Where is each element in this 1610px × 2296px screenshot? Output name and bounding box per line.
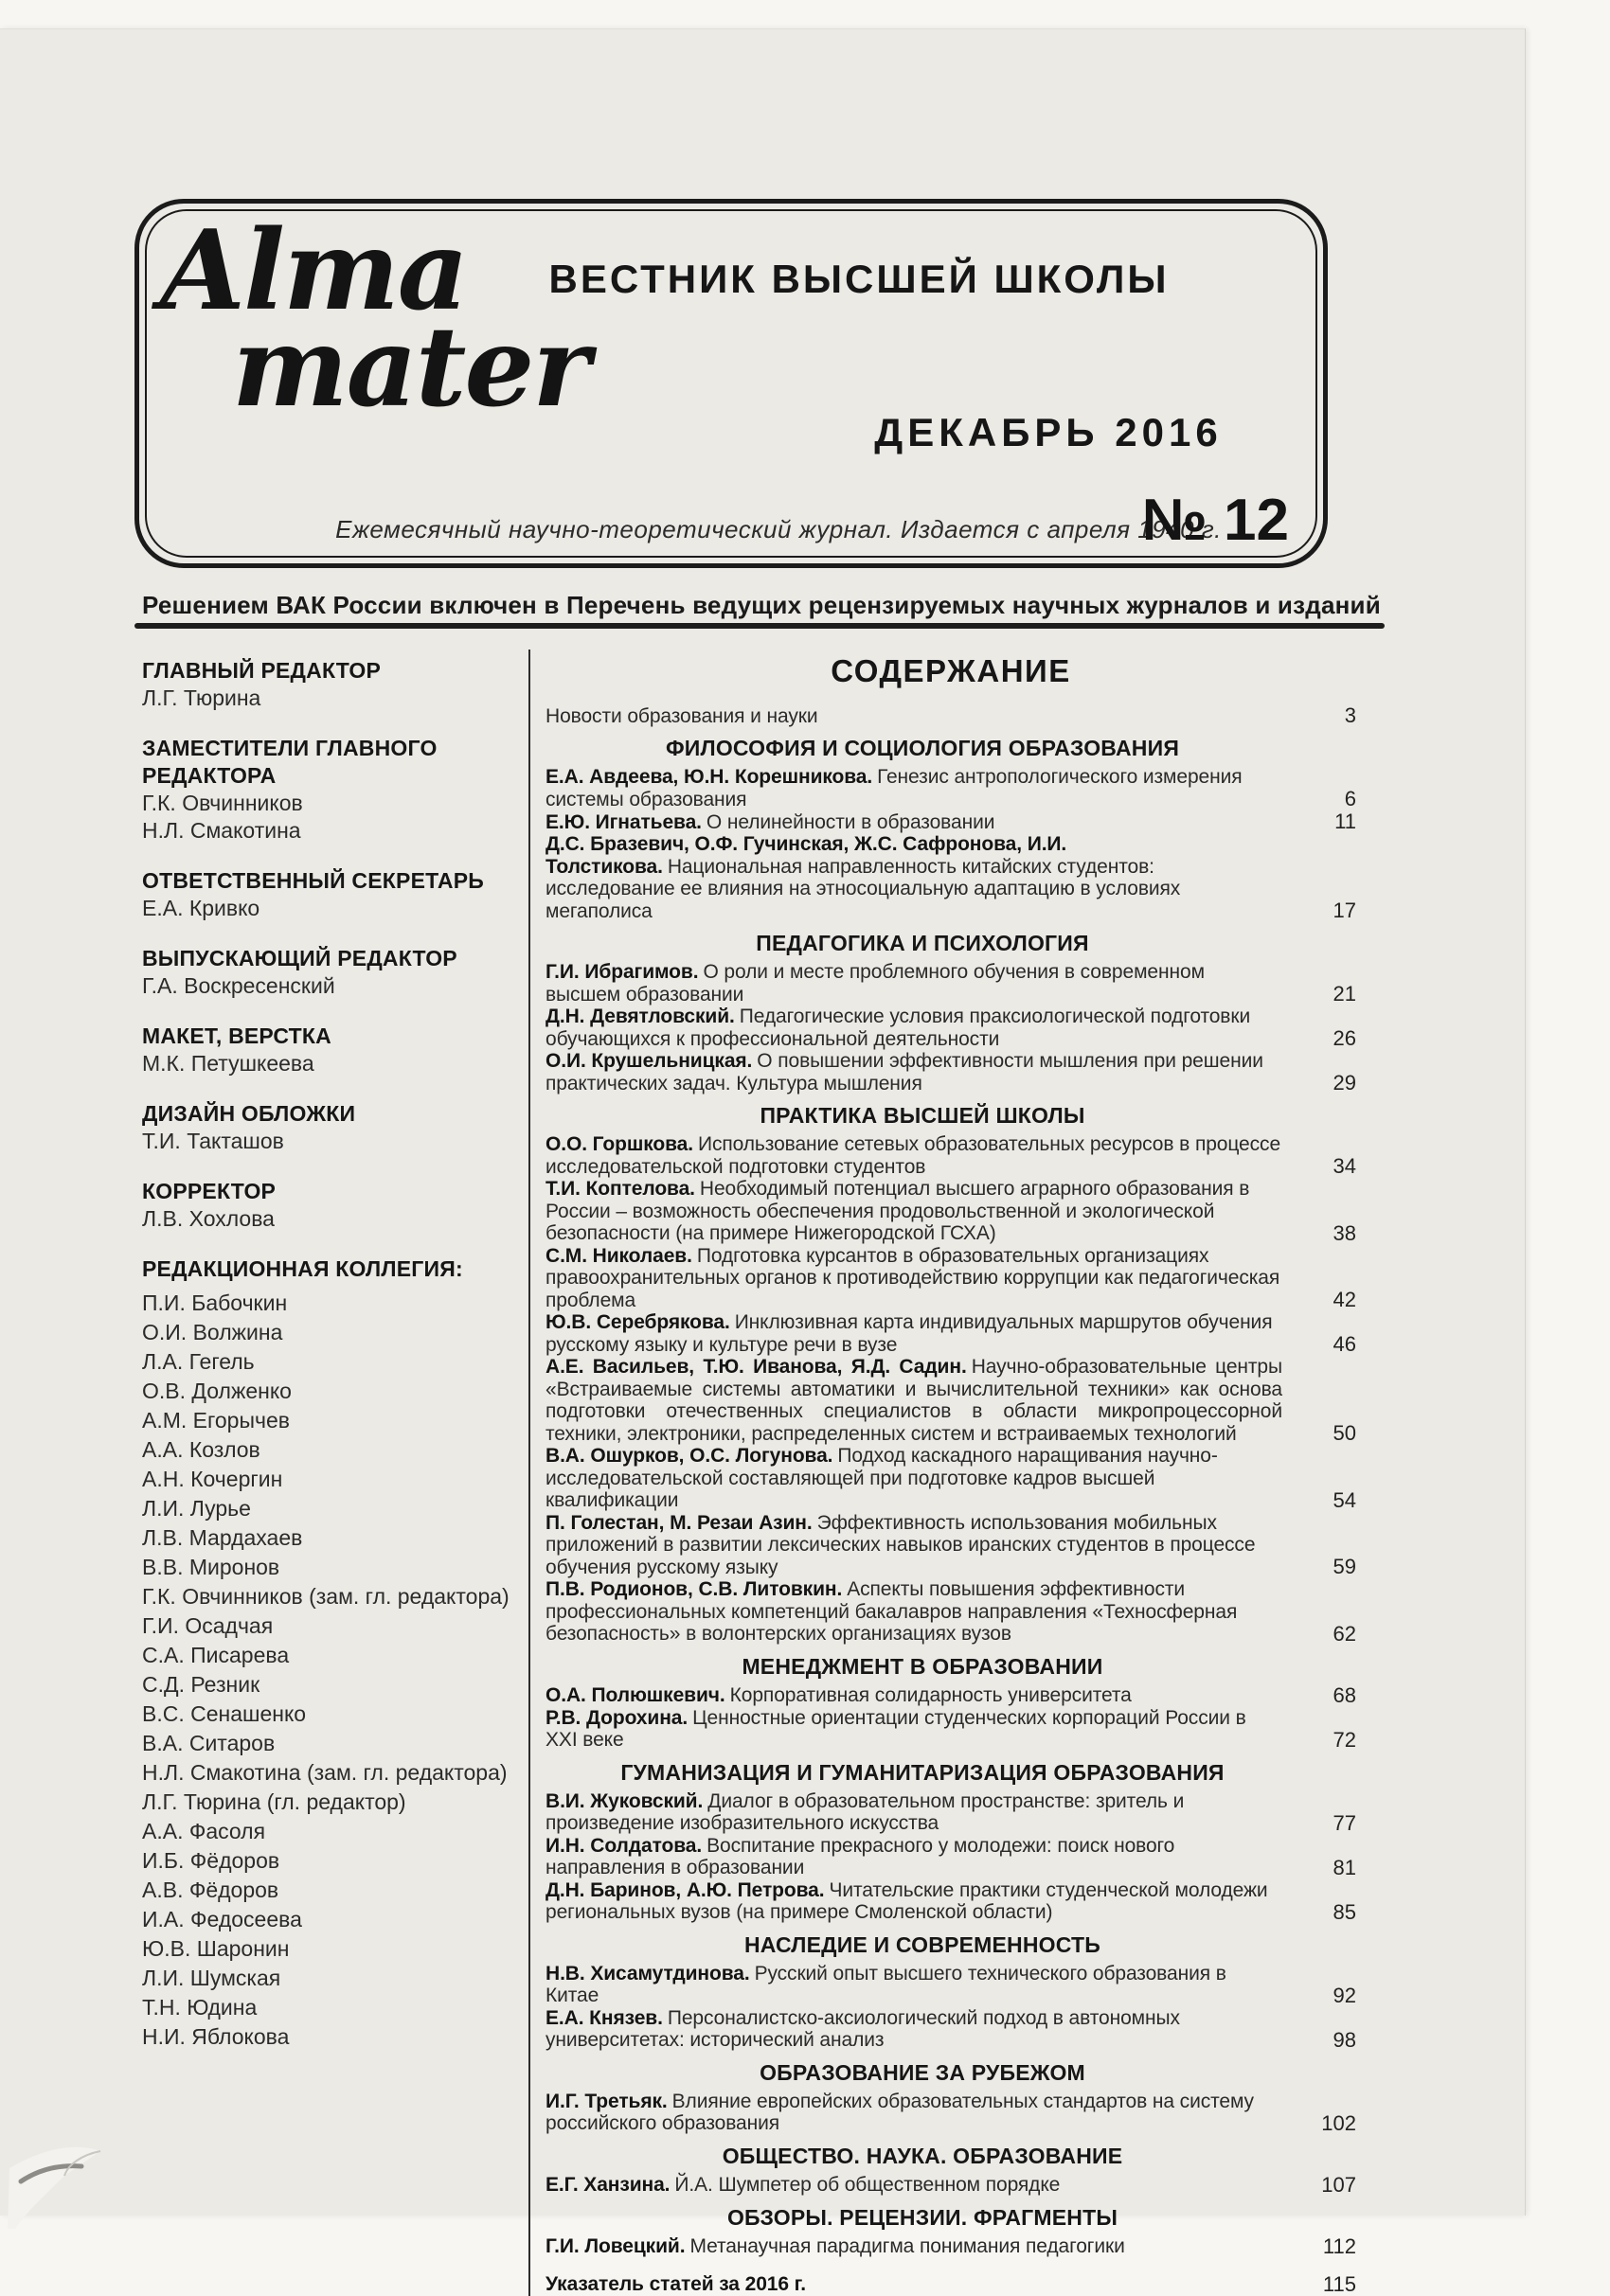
toc-entry-authors: Е.А. Князев. [546, 2006, 663, 2029]
toc-entry-title: Новости образования и науки [546, 704, 818, 727]
toc-entry-page: 34 [1333, 1154, 1356, 1178]
toc-entry-authors: Е.А. Авдеева, Ю.Н. Корешникова. [546, 766, 873, 788]
role-names [142, 1128, 519, 1155]
board-member-name: Л.И. Лурье [142, 1496, 251, 1521]
toc-entry-authors: Н.В. Хисамутдинова. [546, 1962, 750, 1985]
board-member-name: Л.В. Мардахаев [142, 1525, 303, 1550]
toc-entry-page: 21 [1333, 982, 1356, 1006]
board-member-name: В.С. Сенашенко [142, 1701, 307, 1726]
toc-entry-authors: А.Е. Васильев, Т.Ю. Иванова, Я.Д. Садин. [546, 1356, 967, 1378]
editorial-board-names [142, 1289, 519, 2052]
toc-entry [546, 2007, 1356, 2052]
role-label: ВЫПУСКАЮЩИЙ РЕДАКТОР [142, 946, 457, 970]
toc-entry-page: 6 [1344, 787, 1356, 810]
toc-entry-text [546, 811, 1301, 834]
board-member-name: Г.И. Осадчая [142, 1613, 274, 1638]
logo-line-1: Alma [160, 206, 467, 335]
toc-entry-authors: Ю.В. Серебрякова. [546, 1311, 730, 1333]
toc-entry-page: 102 [1321, 2110, 1356, 2135]
toc-entry-page: 29 [1333, 1071, 1356, 1095]
toc-entry [546, 1578, 1356, 1646]
logo-line-2: mater [232, 303, 589, 432]
toc-entry [546, 1707, 1356, 1752]
board-member-name: О.И. Волжина [142, 1320, 283, 1344]
toc-entry-text [546, 1445, 1301, 1512]
toc-entry-title: О повышении эффективности мышления при решении практических задач. Культура мышления [546, 1050, 1263, 1095]
board-member-name: С.А. Писарева [142, 1643, 290, 1667]
toc-entry-page: 81 [1333, 1855, 1356, 1879]
toc-section-header: МЕНЕДЖМЕНТ В ОБРАЗОВАНИИ [742, 1653, 1103, 1679]
role-label: КОРРЕКТОР [142, 1179, 277, 1203]
editorial-column [142, 650, 519, 2296]
board-member-name: А.А. Козлов [142, 1437, 260, 1462]
toc-entry-title: Подготовка курсантов в образовательных организациях правоохранительных органов к противодействию коррупции как педагогическая проблема [546, 1244, 1280, 1311]
toc-entry-text [546, 2007, 1301, 2052]
toc-entry-text [546, 2273, 1301, 2296]
toc-entry [546, 1311, 1356, 1356]
toc-entry-authors: О.И. Крушельницкая. [546, 1050, 753, 1072]
role-names [142, 895, 519, 922]
toc-entry-page: 107 [1321, 2172, 1356, 2197]
toc-section-header: ОБЗОРЫ. РЕЦЕНЗИИ. ФРАГМЕНТЫ [726, 2204, 1118, 2230]
toc-entry [546, 1790, 1356, 1835]
toc-entry-title: Педагогические условия праксиологической подготовки обучающихся к профессиональной деятельности [546, 1006, 1251, 1050]
toc-entry-text [546, 1133, 1301, 1178]
board-member-name: Ю.В. Шаронин [142, 1936, 290, 1961]
toc-entry-title: О роли и месте проблемного обучения в современном высшем образовании [546, 961, 1205, 1006]
toc-entry-page: 54 [1333, 1487, 1356, 1512]
board-member-name: О.В. Долженко [142, 1379, 292, 1403]
toc-entry-text [546, 1684, 1301, 1707]
toc-entry-title: Использование сетевых образовательных ресурсов в процессе исследовательской подготовки студентов [546, 1133, 1281, 1178]
role-name: Н.Л. Смакотина [142, 818, 301, 843]
journal-title-page [0, 28, 1526, 2296]
toc-entry-text [546, 1879, 1301, 1924]
role-label: МАКЕТ, ВЕРСТКА [142, 1023, 331, 1048]
content-columns [142, 650, 1356, 2296]
toc-entry [546, 1050, 1356, 1095]
toc-section-header: ПЕДАГОГИКА И ПСИХОЛОГИЯ [756, 931, 1089, 955]
toc-entry-text [546, 705, 1301, 728]
toc-section-header: ГУМАНИЗАЦИЯ И ГУМАНИТАРИЗАЦИЯ ОБРАЗОВАНИЯ [620, 1759, 1225, 1785]
toc-entry-page: 112 [1322, 2234, 1356, 2258]
role-names [142, 790, 519, 845]
toc-entry-authors: Е.Г. Ханзина. [546, 2174, 671, 2196]
toc-entry-page: 38 [1333, 1220, 1356, 1245]
toc-entry-authors: Д.Н. Девятловский. [546, 1006, 735, 1027]
toc-entry [546, 1133, 1356, 1178]
toc-entry-authors: П. Голестан, М. Резаи Азин. [546, 1511, 813, 1534]
toc-entry-text [546, 1050, 1301, 1095]
role-names [142, 1205, 519, 1233]
toc-entry-text [546, 2091, 1301, 2135]
masthead-box [134, 199, 1328, 568]
role-block-chief-editor [142, 657, 519, 712]
toc-entry-page: 59 [1333, 1555, 1356, 1578]
toc-entry [546, 1245, 1356, 1312]
toc-section-header: ПРАКТИКА ВЫСШЕЙ ШКОЛЫ [760, 1103, 1085, 1128]
toc-entry-text [546, 1578, 1301, 1646]
toc-entry-page: 11 [1334, 810, 1356, 833]
toc-entry-page: 50 [1333, 1421, 1356, 1445]
toc-entry-authors: Г.И. Ибрагимов. [546, 961, 699, 983]
toc-entry-authors: И.Н. Солдатова. [546, 1834, 703, 1857]
header-rule [134, 623, 1385, 629]
toc-entry-authors: Г.И. Ловецкий. [546, 2235, 686, 2257]
toc-entry [546, 766, 1356, 810]
toc-entry-text [546, 766, 1301, 810]
toc-entry-page: 42 [1333, 1288, 1356, 1311]
toc-entry-title: Научно-образовательные центры «Встраиваемые системы автоматики и вычислительной техники» как основа подготовки отечественных специалистов в области микропроцессорной техники, электроники, распределенных систем и встраиваемых технологий [546, 1356, 1282, 1445]
editorial-board-label: РЕДАКЦИОННАЯ КОЛЛЕГИЯ: [142, 1256, 463, 1281]
toc-entry-title: Необходимый потенциал высшего аграрного образования в России – возможность обеспечения продовольственной и экологической безопасности (на примере Нижегородской ГСХА) [546, 1178, 1250, 1244]
toc-entry [546, 961, 1356, 1006]
toc-entry [546, 1178, 1356, 1245]
toc-heading: СОДЕРЖАНИЕ [831, 653, 1071, 688]
role-label: ДИЗАЙН ОБЛОЖКИ [142, 1101, 356, 1126]
toc-section-header: ФИЛОСОФИЯ И СОЦИОЛОГИЯ ОБРАЗОВАНИЯ [665, 736, 1180, 760]
role-names [142, 1050, 519, 1077]
toc-entry-title: Диалог в образовательном пространстве: зритель и произведение изобразительного искусства [546, 1789, 1185, 1834]
toc-entry-authors: В.А. Ошурков, О.С. Логунова. [546, 1445, 833, 1467]
board-member-name: А.А. Фасоля [142, 1819, 266, 1843]
table-of-contents [546, 650, 1356, 2296]
toc-entry [546, 2091, 1356, 2135]
board-member-name: Л.А. Гегель [142, 1349, 255, 1374]
toc-entry-title: Аспекты повышения эффективности профессиональных компетенций бакалавров направления «Техносферная безопасность» в волонтерских организациях вузов [546, 1578, 1238, 1645]
page-tear-decoration [6, 2123, 138, 2232]
toc-entry [546, 2235, 1356, 2258]
toc-entry-text [546, 1835, 1301, 1879]
toc-entry-text [546, 1311, 1301, 1356]
toc-entry [546, 2273, 1356, 2296]
toc-entry [546, 1684, 1356, 1707]
role-block-deputy-editors [142, 735, 519, 845]
board-member-name: А.М. Егорычев [142, 1408, 291, 1433]
toc-section-header: ОБРАЗОВАНИЕ ЗА РУБЕЖОМ [760, 2059, 1085, 2085]
toc-entry-authors: С.М. Николаев. [546, 1244, 692, 1267]
toc-entry-text [546, 1245, 1301, 1312]
toc-entry-page: 98 [1333, 2027, 1356, 2052]
role-names [142, 685, 519, 712]
toc-entry-authors: О.О. Горшкова. [546, 1133, 693, 1155]
toc-entry-authors: В.И. Жуковский. [546, 1789, 704, 1812]
toc-entry-title: Генезис антропологического измерения системы образования [546, 766, 1243, 810]
role-name: Е.А. Кривко [142, 896, 260, 920]
toc-entry-title: Читательские практики студенческой молодежи региональных вузов (на примере Смоленской области) [546, 1878, 1268, 1923]
role-block-executive-secretary [142, 867, 519, 922]
toc-entry-title: Влияние европейских образовательных стандартов на систему российского образования [546, 2090, 1254, 2134]
toc-list [546, 704, 1356, 2296]
board-member-name: Н.Л. Смакотина (зам. гл. редактора) [142, 1760, 508, 1785]
toc-entry-text [546, 1178, 1301, 1245]
board-member-name: В.В. Миронов [142, 1555, 280, 1579]
toc-entry-page: 72 [1333, 1727, 1356, 1752]
toc-entry-title: Русский опыт высшего технического образования в Китае [546, 1962, 1226, 2006]
toc-entry-title: Метанаучная парадигма понимания педагогики [689, 2235, 1125, 2257]
board-member-name: А.Н. Кочергин [142, 1467, 283, 1491]
toc-entry-authors: Е.Ю. Игнатьева. [546, 810, 702, 833]
toc-section-header: НАСЛЕДИЕ И СОВРЕМЕННОСТЬ [744, 1931, 1100, 1957]
toc-entry-authors: О.А. Полюшкевич. [546, 1684, 725, 1706]
toc-entry-page: 26 [1333, 1026, 1356, 1050]
toc-entry-text [546, 961, 1301, 1006]
role-block-cover-design [142, 1100, 519, 1155]
toc-entry-page: 68 [1333, 1682, 1356, 1707]
journal-subtitle: Ежемесячный научно-теоретический журнал. Издается с апреля 1940 г. [335, 515, 1222, 543]
toc-entry-title: Персоналистско-аксиологический подход в автономных университетах: исторический анализ [546, 2006, 1180, 2051]
toc-entry-page: 3 [1344, 703, 1356, 727]
toc-entry [546, 704, 1356, 727]
toc-entry-title: Ценностные ориентации студенческих корпораций России в XXI веке [546, 1706, 1246, 1751]
board-member-name: И.А. Федосеева [142, 1907, 302, 1931]
board-member-name: А.В. Фёдоров [142, 1878, 279, 1902]
toc-entry [546, 1835, 1356, 1879]
board-member-name: Г.К. Овчинников (зам. гл. редактора) [142, 1584, 510, 1609]
toc-entry-title: О нелинейности в образовании [706, 810, 995, 833]
board-member-name: Т.Н. Юдина [142, 1995, 258, 2020]
role-label: ОТВЕТСТВЕННЫЙ СЕКРЕТАРЬ [142, 868, 484, 893]
toc-entry [546, 1963, 1356, 2007]
toc-entry-title: Й.А. Шумпетер об общественном порядке [674, 2174, 1061, 2196]
role-name: Т.И. Такташов [142, 1129, 284, 1153]
board-member-name: Н.И. Яблокова [142, 2024, 290, 2049]
role-name: Г.А. Воскресенский [142, 973, 335, 998]
toc-entry-title: Инклюзивная карта индивидуальных маршрутов обучения русскому языку и культуре речи в вузе [546, 1311, 1273, 1356]
toc-entry-page: 115 [1322, 2271, 1356, 2296]
toc-entry-text [546, 2174, 1301, 2197]
toc-entry [546, 1445, 1356, 1512]
toc-entry-page: 46 [1333, 1332, 1356, 1356]
toc-entry-text [546, 833, 1301, 922]
toc-entry-authors: Р.В. Дорохина. [546, 1706, 689, 1729]
toc-entry-authors: Д.С. Бразевич, О.Ф. Гучинская, Ж.С. Сафронова, И.И. Толстикова. [546, 833, 1067, 878]
toc-entry-authors: Д.Н. Баринов, А.Ю. Петрова. [546, 1878, 825, 1901]
toc-entry [546, 1356, 1356, 1445]
role-label: ГЛАВНЫЙ РЕДАКТОР [142, 658, 382, 683]
board-member-name: С.Д. Резник [142, 1672, 260, 1697]
toc-entry [546, 1879, 1356, 1924]
toc-entry [546, 810, 1356, 833]
board-member-name: И.Б. Фёдоров [142, 1848, 280, 1873]
toc-entry-title: Эффективность использования мобильных приложений в развитии лексических навыков иранских студентов в процессе обучения русскому языку [546, 1511, 1256, 1578]
toc-entry-page: 17 [1333, 899, 1356, 922]
toc-entry-authors: Т.И. Коптелова. [546, 1178, 695, 1200]
issue-month: ДЕКАБРЬ 2016 [874, 410, 1223, 454]
board-member-name: П.И. Бабочкин [142, 1290, 288, 1315]
toc-entry-text [546, 1790, 1301, 1835]
toc-entry [546, 2174, 1356, 2197]
journal-title: ВЕСТНИК ВЫСШЕЙ ШКОЛЫ [548, 257, 1170, 301]
toc-entry [546, 1006, 1356, 1050]
toc-entry-authors: Указатель статей за 2016 г. [546, 2273, 806, 2295]
role-name: М.К. Петушкеева [142, 1051, 314, 1076]
board-member-name: Л.И. Шумская [142, 1966, 281, 1990]
toc-entry-text [546, 2235, 1301, 2258]
toc-entry-title: Воспитание прекрасного у молодежи: поиск нового направления в образовании [546, 1834, 1175, 1878]
toc-entry-text [546, 1356, 1301, 1445]
journal-logo [160, 206, 589, 432]
role-block-proofreader [142, 1178, 519, 1233]
role-name: Г.К. Овчинников [142, 791, 303, 815]
role-block-layout [142, 1023, 519, 1077]
toc-entry-title: Национальная направленность китайских студентов: исследование ее влияния на этносоциальную адаптацию в условиях мегаполиса [546, 855, 1181, 922]
role-name: Л.В. Хохлова [142, 1206, 275, 1231]
board-member-name: В.А. Ситаров [142, 1731, 276, 1755]
board-member-name: Л.Г. Тюрина (гл. редактор) [142, 1789, 406, 1814]
toc-entry-title: Корпоративная солидарность университета [729, 1684, 1132, 1706]
toc-entry-text [546, 1963, 1301, 2007]
column-divider [528, 650, 530, 2296]
toc-entry [546, 833, 1356, 922]
toc-entry [546, 1512, 1356, 1579]
role-names [142, 972, 519, 1000]
toc-entry-page: 77 [1333, 1810, 1356, 1835]
toc-entry-text [546, 1512, 1301, 1579]
toc-entry-text [546, 1707, 1301, 1752]
role-block-production-editor [142, 945, 519, 1000]
role-label: ЗАМЕСТИТЕЛИ ГЛАВНОГО РЕДАКТОРА [142, 736, 438, 788]
role-name: Л.Г. Тюрина [142, 685, 261, 710]
toc-entry-authors: П.В. Родионов, С.В. Литовкин. [546, 1578, 843, 1600]
toc-entry-authors: И.Г. Третьяк. [546, 2090, 668, 2112]
toc-entry-page: 92 [1333, 1983, 1356, 2007]
toc-entry-text [546, 1006, 1301, 1050]
toc-section-header: ОБЩЕСТВО. НАУКА. ОБРАЗОВАНИЕ [722, 2143, 1123, 2168]
toc-entry-page: 62 [1333, 1621, 1356, 1646]
toc-entry-page: 85 [1333, 1899, 1356, 1924]
issue-number: № 12 [1141, 488, 1289, 553]
vak-accreditation-note: Решением ВАК России включен в Перечень ведущих рецензируемых научных журналов и изданий [142, 591, 1381, 619]
toc-entry-title: Подход каскадного наращивания научно-исследовательской составляющей при подготовке кадров высшей квалификации [546, 1445, 1218, 1511]
